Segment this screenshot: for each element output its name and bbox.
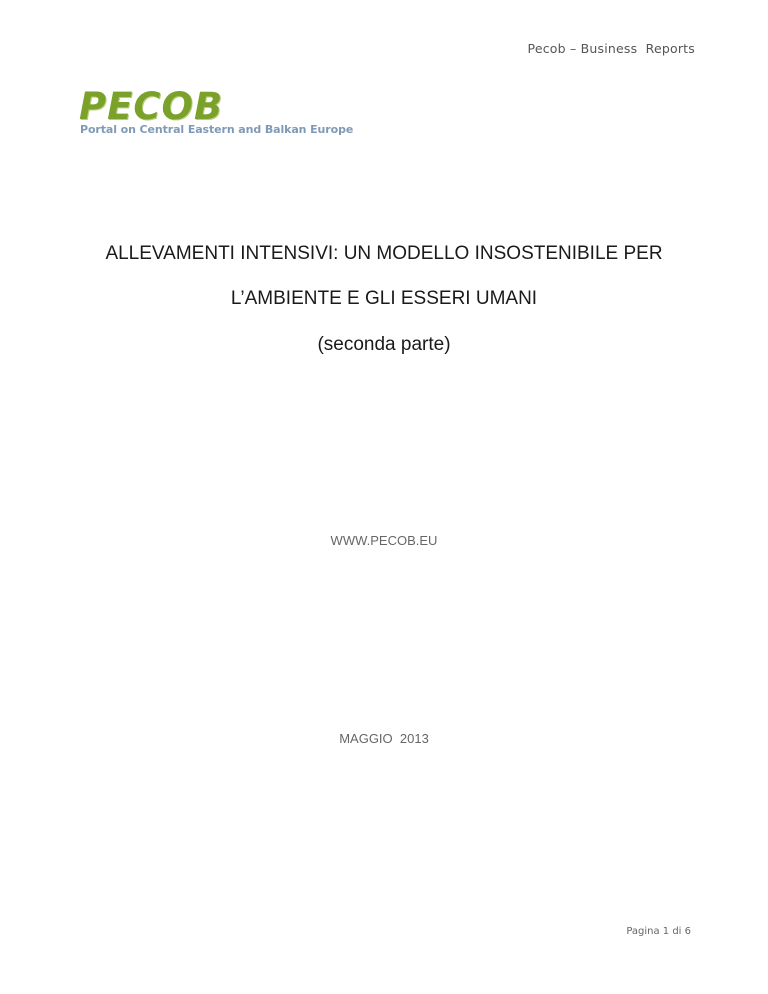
website-url: WWW.PECOB.EU (330, 533, 438, 548)
page-number: Pagina 1 di 6 (626, 926, 691, 937)
logo-wordmark: PECOB (79, 85, 224, 128)
report-title-line-1: ALLEVAMENTI INTENSIVI: UN MODELLO INSOSTENIBILE PER (105, 243, 663, 264)
report-title-line-2: L’AMBIENTE E GLI ESSERI UMANI (230, 288, 538, 309)
pecob-logo (79, 85, 354, 144)
report-subtitle: (seconda parte) (317, 334, 451, 355)
logo-tagline: Portal on Central Eastern and Balkan Europe (80, 123, 354, 136)
publication-date: MAGGIO 2013 (339, 731, 429, 746)
running-header: Pecob – Business Reports (527, 41, 695, 56)
